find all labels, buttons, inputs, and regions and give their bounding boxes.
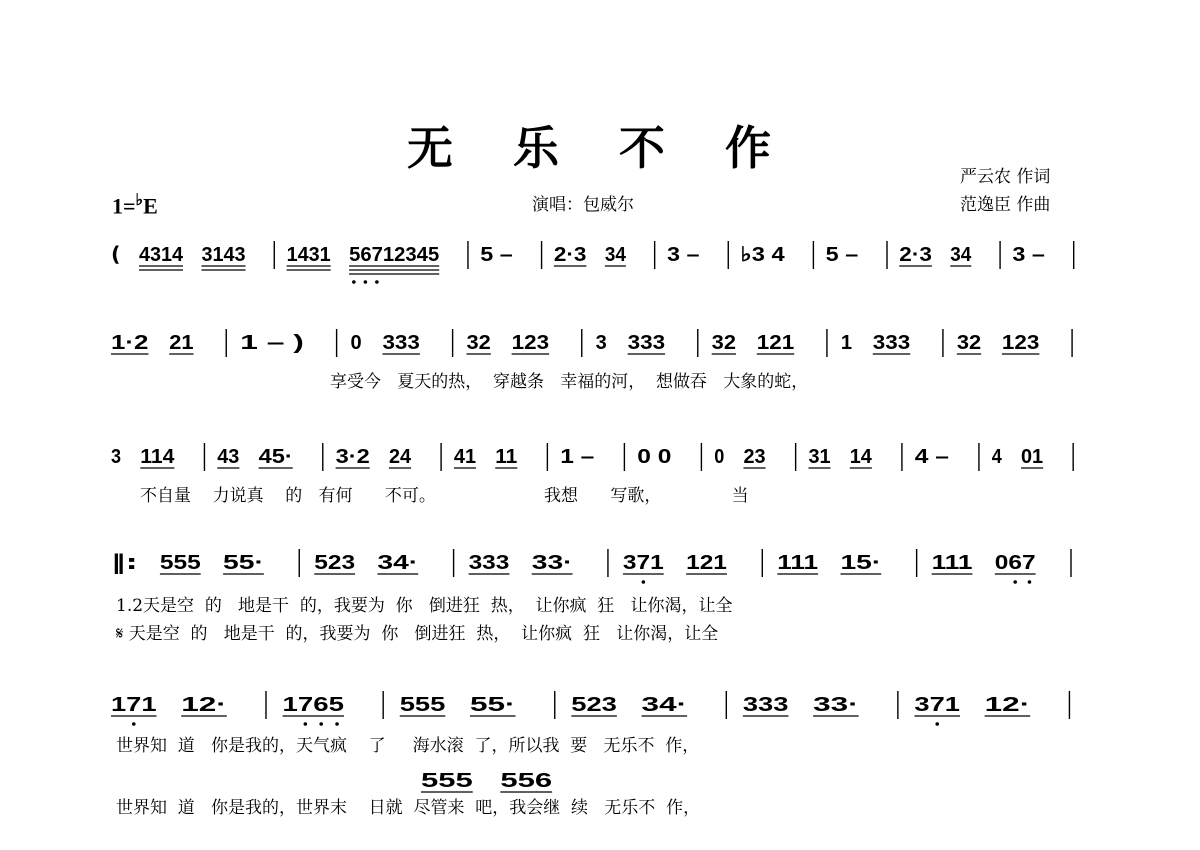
key-signature [112, 190, 158, 219]
note-group: 43 [217, 446, 240, 468]
key-letter: E [143, 193, 158, 219]
note-group: ♭3 4 [740, 244, 786, 266]
note-group: 2·3 [899, 244, 932, 266]
note-group: 555 [159, 552, 201, 574]
note-group: 31 [808, 446, 831, 468]
note-group: 24 [388, 446, 412, 468]
note-group: 333 [468, 552, 510, 574]
notation-svg-2 [110, 323, 1090, 363]
note-group: 067 [994, 552, 1036, 574]
notation-line-3 [110, 437, 1090, 517]
note-group: 111 [931, 552, 973, 574]
low-octave-dot [132, 722, 136, 726]
note-group: 33· [531, 552, 573, 574]
note-group: 523 [571, 694, 617, 716]
note-group: 0 [714, 446, 725, 468]
note-group: 123 [511, 332, 550, 354]
note-group: 523 [314, 552, 356, 574]
note-group: 1 – ) [240, 332, 304, 354]
note-group: 34 [950, 244, 973, 266]
note-group: 01 [1021, 446, 1044, 468]
song-title: 无 乐 不 作 [406, 121, 794, 175]
notation-symbol: ‖: [111, 550, 138, 574]
note-group: 11 [495, 446, 518, 468]
singer-credit: 演唱：包威尔 [532, 195, 634, 215]
note-group: 33· [813, 694, 859, 716]
note-group: 555 [421, 770, 473, 792]
note-group: 0 0 [637, 446, 672, 468]
note-group: 55· [469, 694, 516, 716]
note-group: 23 [743, 446, 766, 468]
note-group: 4 – [914, 446, 949, 468]
note-group: 14 [849, 446, 873, 468]
note-group: 3 [111, 446, 122, 468]
note-group: 12· [181, 694, 227, 716]
note-group: 0 [350, 332, 362, 354]
lyrics-line-5-verse-1: 世界知 道 你是我的，天气疯 了 海水滚 了，所以我 要 无乐不 作， [116, 736, 700, 756]
note-group: 32 [711, 332, 736, 354]
flat-sign: ♭ [135, 192, 144, 209]
notation-svg-alt [420, 761, 620, 791]
note-group: 1 [840, 332, 852, 354]
low-octave-dot [319, 722, 323, 726]
note-group: 21 [169, 332, 194, 354]
lyricist-credit: 严云农 作词 [960, 167, 1051, 187]
note-group: 1 – [560, 446, 595, 468]
note-group: 56712345 [349, 244, 440, 266]
note-group: 3 – [1012, 244, 1045, 266]
notation-line-2 [110, 323, 1090, 403]
notation-symbol: ( [111, 242, 121, 266]
note-group: 2·3 [553, 244, 587, 266]
note-group: 171 [111, 694, 157, 716]
note-group: 114 [140, 446, 176, 468]
note-group: 371 [622, 552, 664, 574]
composer-credit: 范逸臣 作曲 [960, 195, 1051, 215]
note-group: 3 [595, 332, 607, 354]
note-group: 34· [377, 552, 419, 574]
note-group: 333 [742, 694, 789, 716]
low-octave-dot [935, 722, 939, 726]
low-octave-dot [1013, 580, 1017, 584]
lyrics-line-3: 不自量 力说真 的 有何 不可。 我想 写歌， 当 [140, 486, 749, 506]
lyrics-line-4-verse-1: 1.2天是空 的 地是干 的，我要为 你 倒进狂 热， 让你疯 狂 让你渴，让全 [116, 596, 733, 616]
note-group: 4314 [138, 244, 184, 266]
note-group: 371 [914, 694, 961, 716]
note-group: 123 [1001, 332, 1040, 354]
note-group: 1·2 [111, 332, 149, 354]
note-group: 15· [840, 552, 882, 574]
note-group: 556 [500, 770, 553, 792]
low-octave-dot [1028, 580, 1032, 584]
note-group: 5 – [480, 244, 513, 266]
lyrics-line-4-verse-2: 𝄋 天是空 的 地是干 的，我要为 你 倒进狂 热， 让你疯 狂 让你渴，让全 [116, 624, 719, 644]
note-group: 333 [382, 332, 420, 354]
note-group: 121 [756, 332, 795, 354]
note-group: 45· [258, 446, 293, 468]
note-group: 34· [641, 694, 688, 716]
low-octave-dot [304, 722, 308, 726]
note-group: 111 [777, 552, 819, 574]
note-group: 555 [399, 694, 446, 716]
note-group: 333 [872, 332, 911, 354]
note-group: 3·2 [335, 446, 370, 468]
note-group: 1431 [286, 244, 331, 266]
lyrics-line-5-verse-2: 世界知 道 你是我的，世界末 日就 尽管来 吧，我会继 续 无乐不 作， [116, 798, 701, 818]
low-octave-dot [335, 722, 339, 726]
notation-svg-3 [110, 437, 1090, 477]
notation-line-5 [110, 685, 1090, 818]
note-group: 121 [686, 552, 727, 574]
note-group: 55· [223, 552, 264, 574]
notation-svg-4 [110, 543, 1090, 583]
note-group: 12· [984, 694, 1031, 716]
lyrics-line-2: 享受今 夏天的热， 穿越条 幸福的河， 想做吞 大象的蛇， [330, 372, 809, 392]
note-group: 34 [604, 244, 627, 266]
note-group: 4 [991, 446, 1003, 468]
low-octave-dot [352, 280, 356, 284]
note-group: 333 [627, 332, 666, 354]
notation-svg-5 [110, 685, 1090, 725]
note-group: 32 [956, 332, 982, 354]
note-group: 32 [466, 332, 491, 354]
note-group: 5 – [825, 244, 859, 266]
note-group: 3 – [666, 244, 700, 266]
notation-line-4 [110, 543, 1090, 644]
note-group: 1765 [282, 694, 344, 716]
low-octave-dot [364, 280, 368, 284]
key-prefix: 1= [112, 193, 136, 219]
note-group: 41 [453, 446, 477, 468]
low-octave-dot [375, 280, 379, 284]
low-octave-dot [642, 580, 646, 584]
notation-line-1 [110, 235, 1090, 315]
notation-svg-1 [110, 235, 1090, 295]
note-group: 3143 [201, 244, 246, 266]
